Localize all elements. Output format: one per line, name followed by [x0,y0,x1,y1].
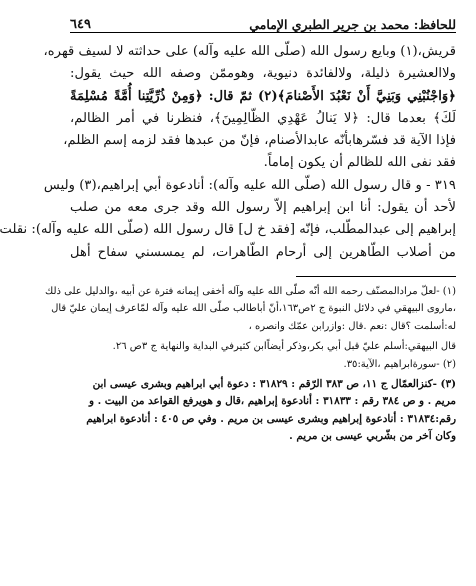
text-line-3: ﴿وَاجْنُبْنِي وَبَنِيَّ أَنْ نَعْبُدَ الأَصْنامَ﴾(٢) ثمّ قال: ﴿وَمِنْ ذُرِّيَّتِنا أُمَّةً مُسْلِمَةً [70,88,456,104]
footnote-line-9: وكان آخر من بشّربي عيسى بن مريم . [289,430,456,443]
page-number: ٦٤٩ [70,17,91,32]
main-text [0,33,456,264]
text-line-5: فإذا الآية قد فسّرهابأنّه عابدالأصنام، فإنّ من عبدها فقد لزمه إسم الظلم، [63,133,456,149]
page-header [70,4,456,33]
text-line-10: من أصلاب الطّاهرين إلى أرحام الطّاهرات، لم يمسسني سفاح أهل [70,244,456,260]
text-line-9: إبراهيم إلى عبدالمطّلب، فإنّه [فقد خ ل] قال رسول الله (صلّى الله عليه وآله): نقلت [0,222,456,238]
header-title: للحافظ: محمد بن جرير الطبري الإمامي [249,17,456,32]
footnote-line-2: ،ماروى البيهقي في دلائل النبوة ج ٢ص١٦٣،أنّ أباطالب صلّى الله عليه وآله لمّاعرف إيمان عليّ قال [51,303,456,315]
footnote-line-4: قال البيهقي:أسلم عليّ قبل أبي بكر،وذكر أيضاًابن كثيرفي البداية والنهاية ج ٣ص ٢٦. [112,341,456,353]
text-line-2: ولاالعشيرة ذليلة، ولالفائدة دنيوية، وهوممّن وصفه الله حيث يقول: [70,66,456,82]
footnotes [45,283,456,446]
text-line-7: ٣١٩ - و قال رسول الله (صلّى الله عليه وآله): أنادعوة أبي إبراهيم،(٣) وليس [43,177,456,193]
footnote-line-1: (١) -لعلّ مرادالمصنّف رحمه الله أنّه صلّى الله عليه وآله أخفى إيمانه فترة عن أبيه ،والدليل على ذلك [45,285,456,297]
footnote-line-8: رقم:٣١٨٣٤ : أنادعوة إبراهيم وبشرى عيسى بن مريم . وفي ص ٤٠٥ : أنادعوة ابراهيم [86,412,456,425]
footnote-line-6: (٣) -كنزالعمّال ج ١١، ص ٣٨٣ الرّقم : ٣١٨٢٩ : دعوة أبي ابراهيم وبشرى عيسى ابن [92,377,456,390]
footnote-line-3: له:أسلمت ؟قال :نعم .قال :وازرابن عمّك وانصره ، [248,320,456,332]
text-line-1: قريش،(١) وبايع رسول الله (صلّى الله عليه وآله) على حداثته لا لسيف قهره، [43,44,456,59]
footnote-line-5: (٢) -سورةابراهيم ،الآية:٣٥. [343,358,456,370]
text-line-4: لَكَ﴾ بعدما قال: ﴿لا يَنالُ عَهْدِي الظّالِمِينَ﴾، فنظرنا في أمر الظالم، [70,110,456,126]
footnote-line-7: مريم . و ص ٣٨٤ رقم : ٣١٨٣٣ : أنادعوة إبراهيم ،قال و هويرفع القواعد من البيت . و [88,395,456,408]
text-line-8: لأحد أن يقول: أنا ابن إبراهيم إلاّ رسول الله وقد جرى معه من صلب [70,200,456,216]
footnote-divider [296,276,456,277]
text-line-6: فقد نفى الله للظالم أن يكون إماماً. [263,155,456,171]
